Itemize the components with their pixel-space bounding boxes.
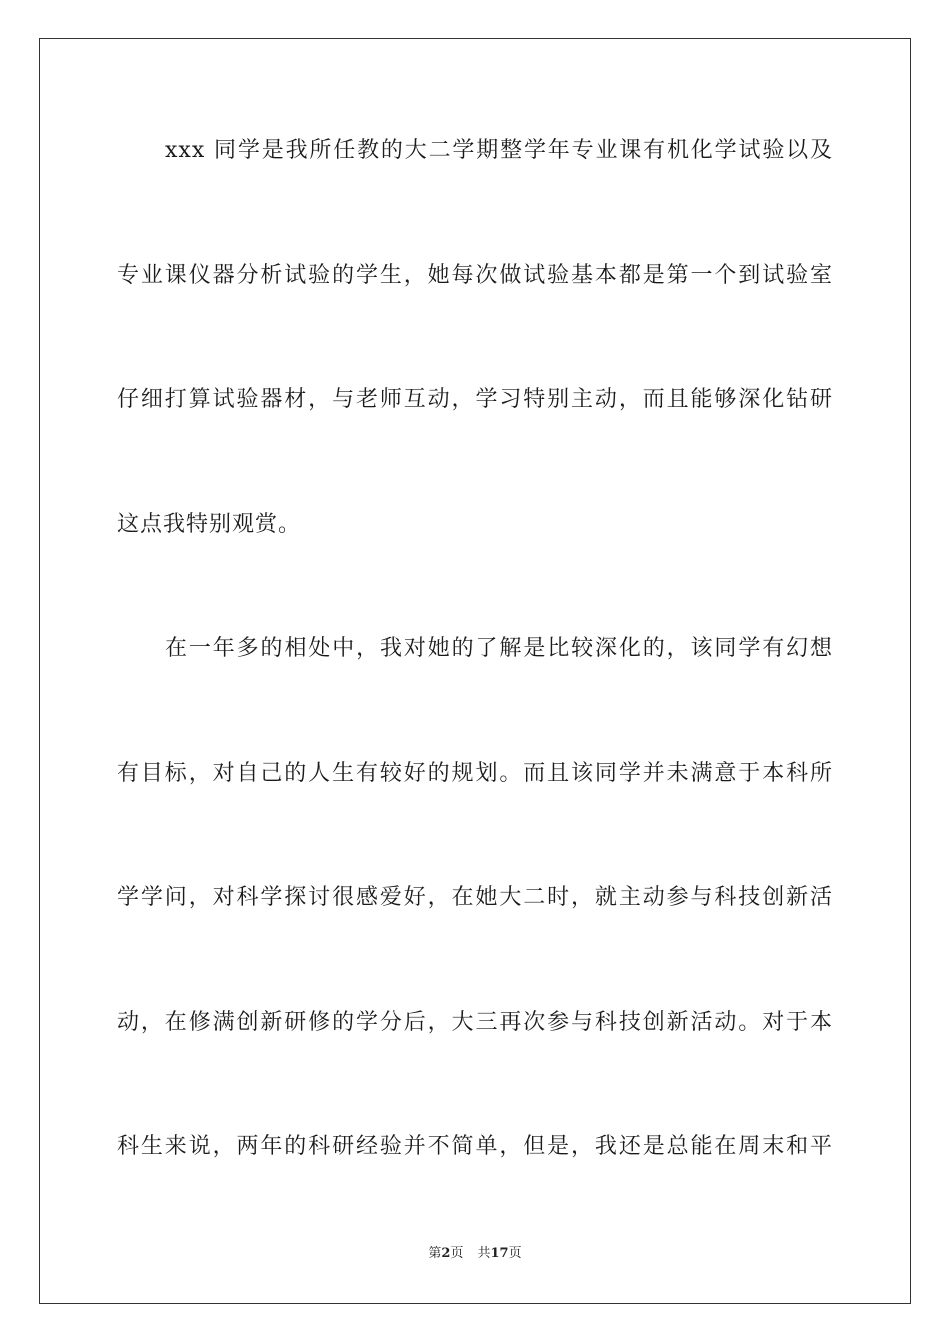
total-prefix: 共 <box>477 1246 491 1261</box>
page-footer <box>0 1245 950 1263</box>
text-line: 有目标，对自己的人生有较好的规划。而且该同学并未满意于本科所 <box>117 761 833 786</box>
text-line: 这点我特别观赏。 <box>117 512 302 537</box>
total-suffix: 页 <box>508 1246 522 1261</box>
text-line: 科生来说，两年的科研经验并不简单，但是，我还是总能在周末和平 <box>117 1134 833 1159</box>
page-number: 2 <box>441 1246 451 1261</box>
text-line: 动，在修满创新研修的学分后，大三再次参与科技创新活动。对于本 <box>117 1010 833 1035</box>
text-line: 仔细打算试验器材，与老师互动，学习特别主动，而且能够深化钻研 <box>117 387 833 412</box>
text-line: 学学问，对科学探讨很感爱好，在她大二时，就主动参与科技创新活 <box>117 885 833 910</box>
page-border <box>39 38 911 1304</box>
page-suffix: 页 <box>450 1246 464 1261</box>
text-line: xxx 同学是我所任教的大二学期整学年专业课有机化学试验以及 <box>165 138 833 163</box>
total-pages: 17 <box>490 1246 509 1261</box>
text-line: 专业课仪器分析试验的学生，她每次做试验基本都是第一个到试验室 <box>117 263 833 288</box>
text-line: 在一年多的相处中，我对她的了解是比较深化的，该同学有幻想 <box>165 636 833 661</box>
page-prefix: 第 <box>428 1246 442 1261</box>
